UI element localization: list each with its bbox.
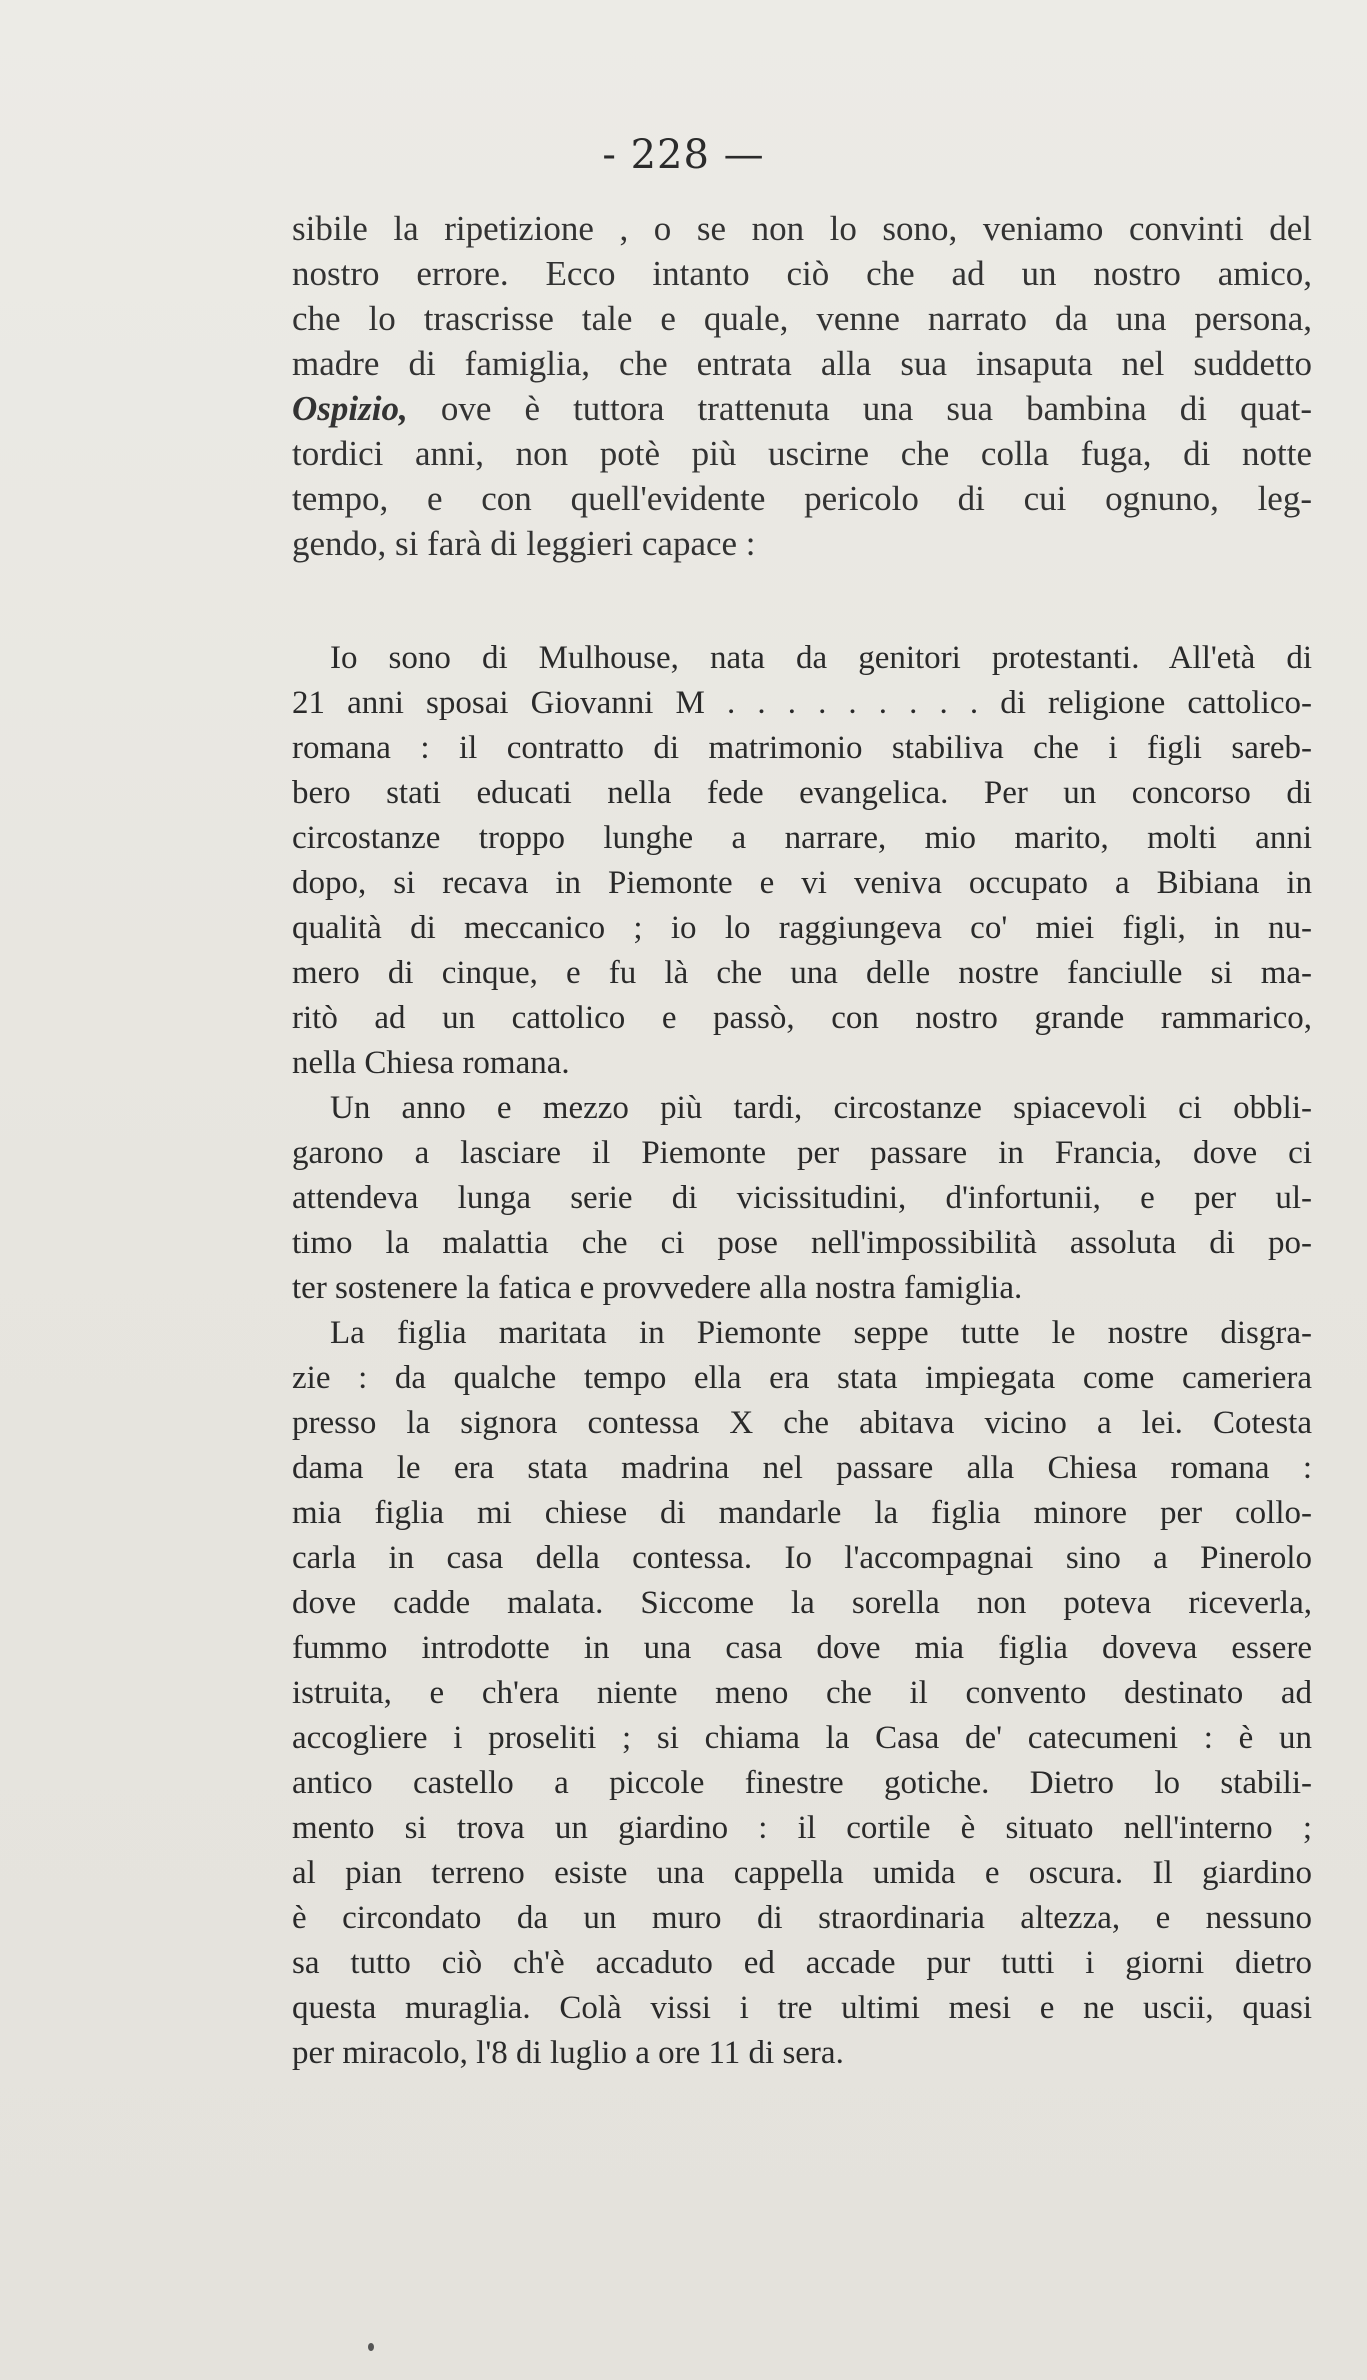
italic-word: Ospizio, [292,389,408,428]
text-line: attendeva lunga serie di vicissitudini, d'infortunii, e per ul- [292,1180,1312,1216]
text-line-rest: ove è tuttora trattenuta una sua bambina di quat- [440,389,1312,428]
text-line: dove cadde malata. Siccome la sorella non poteva riceverla, [292,1585,1312,1621]
paper-speck [368,2343,374,2351]
text-line: dopo, si recava in Piemonte e vi veniva occupato a Bibiana in [292,865,1312,901]
text-line: garono a lasciare il Piemonte per passare in Francia, dove ci [292,1135,1312,1171]
text-line: antico castello a piccole finestre gotiche. Dietro lo stabili- [292,1765,1312,1801]
text-line: romana : il contratto di matrimonio stabiliva che i figli sareb- [292,730,1312,766]
letter-text [292,636,1312,2076]
text-line: bero stati educati nella fede evangelica. Per un concorso di [292,775,1312,811]
text-line: Io sono di Mulhouse, nata da genitori protestanti. All'età di [330,640,1312,676]
text-line: è circondato da un muro di straordinaria altezza, e nessuno [292,1900,1312,1936]
text-line: nella Chiesa romana. [292,1045,570,1081]
text-line: tordici anni, non potè più uscirne che colla fuga, di notte [292,434,1312,473]
text-line: sa tutto ciò ch'è accaduto ed accade pur tutti i giorni dietro [292,1945,1312,1981]
text-line: gendo, si farà di leggieri capace : [292,524,756,563]
text-line: madre di famiglia, che entrata alla sua insaputa nel suddetto [292,344,1312,383]
text-line: per miracolo, l'8 di luglio a ore 11 di sera. [292,2035,844,2071]
text-line: mento si trova un giardino : il cortile è situato nell'interno ; [292,1810,1312,1846]
text-line: accogliere i proseliti ; si chiama la Casa de' catecumeni : è un [292,1720,1312,1756]
text-line: nostro errore. Ecco intanto ciò che ad un nostro amico, [292,254,1312,293]
intro-paragraph [292,206,1312,566]
text-line: ritò ad un cattolico e passò, con nostro grande rammarico, [292,1000,1312,1036]
text-line: ter sostenere la fatica e provvedere alla nostra famiglia. [292,1270,1023,1306]
text-line: dama le era stata madrina nel passare alla Chiesa romana : [292,1450,1312,1486]
text-line: che lo trascrisse tale e quale, venne narrato da una persona, [292,299,1312,338]
text-line: questa muraglia. Colà vissi i tre ultimi mesi e ne uscii, quasi [292,1990,1312,2026]
text-line: sibile la ripetizione , o se non lo sono, veniamo convinti del [292,209,1312,248]
text-line: 21 anni sposai Giovanni M . . . . . . . . . di religione cattolico- [292,685,1312,721]
text-line: timo la malattia che ci pose nell'impossibilità assoluta di po- [292,1225,1312,1261]
text-line: istruita, e ch'era niente meno che il convento destinato ad [292,1675,1312,1711]
text-line: Un anno e mezzo più tardi, circostanze spiacevoli ci obbli- [330,1090,1312,1126]
text-line [292,386,1312,431]
text-line: La figlia maritata in Piemonte seppe tutte le nostre disgra- [330,1315,1312,1351]
text-line: al pian terreno esiste una cappella umida e oscura. Il giardino [292,1855,1312,1891]
text-line: presso la signora contessa X che abitava vicino a lei. Cotesta [292,1405,1312,1441]
text-line: qualità di meccanico ; io lo raggiungeva co' miei figli, in nu- [292,910,1312,946]
text-line: carla in casa della contessa. Io l'accompagnai sino a Pinerolo [292,1540,1312,1576]
text-line: tempo, e con quell'evidente pericolo di cui ognuno, leg- [292,479,1312,518]
text-line: mero di cinque, e fu là che una delle nostre fanciulle si ma- [292,955,1312,991]
text-line: circostanze troppo lunghe a narrare, mio marito, molti anni [292,820,1312,856]
text-line: fummo introdotte in una casa dove mia figlia doveva essere [292,1630,1312,1666]
page-number: - 228 — [602,132,765,178]
text-line: zie : da qualche tempo ella era stata impiegata come cameriera [292,1360,1312,1396]
text-line: mia figlia mi chiese di mandarle la figlia minore per collo- [292,1495,1312,1531]
